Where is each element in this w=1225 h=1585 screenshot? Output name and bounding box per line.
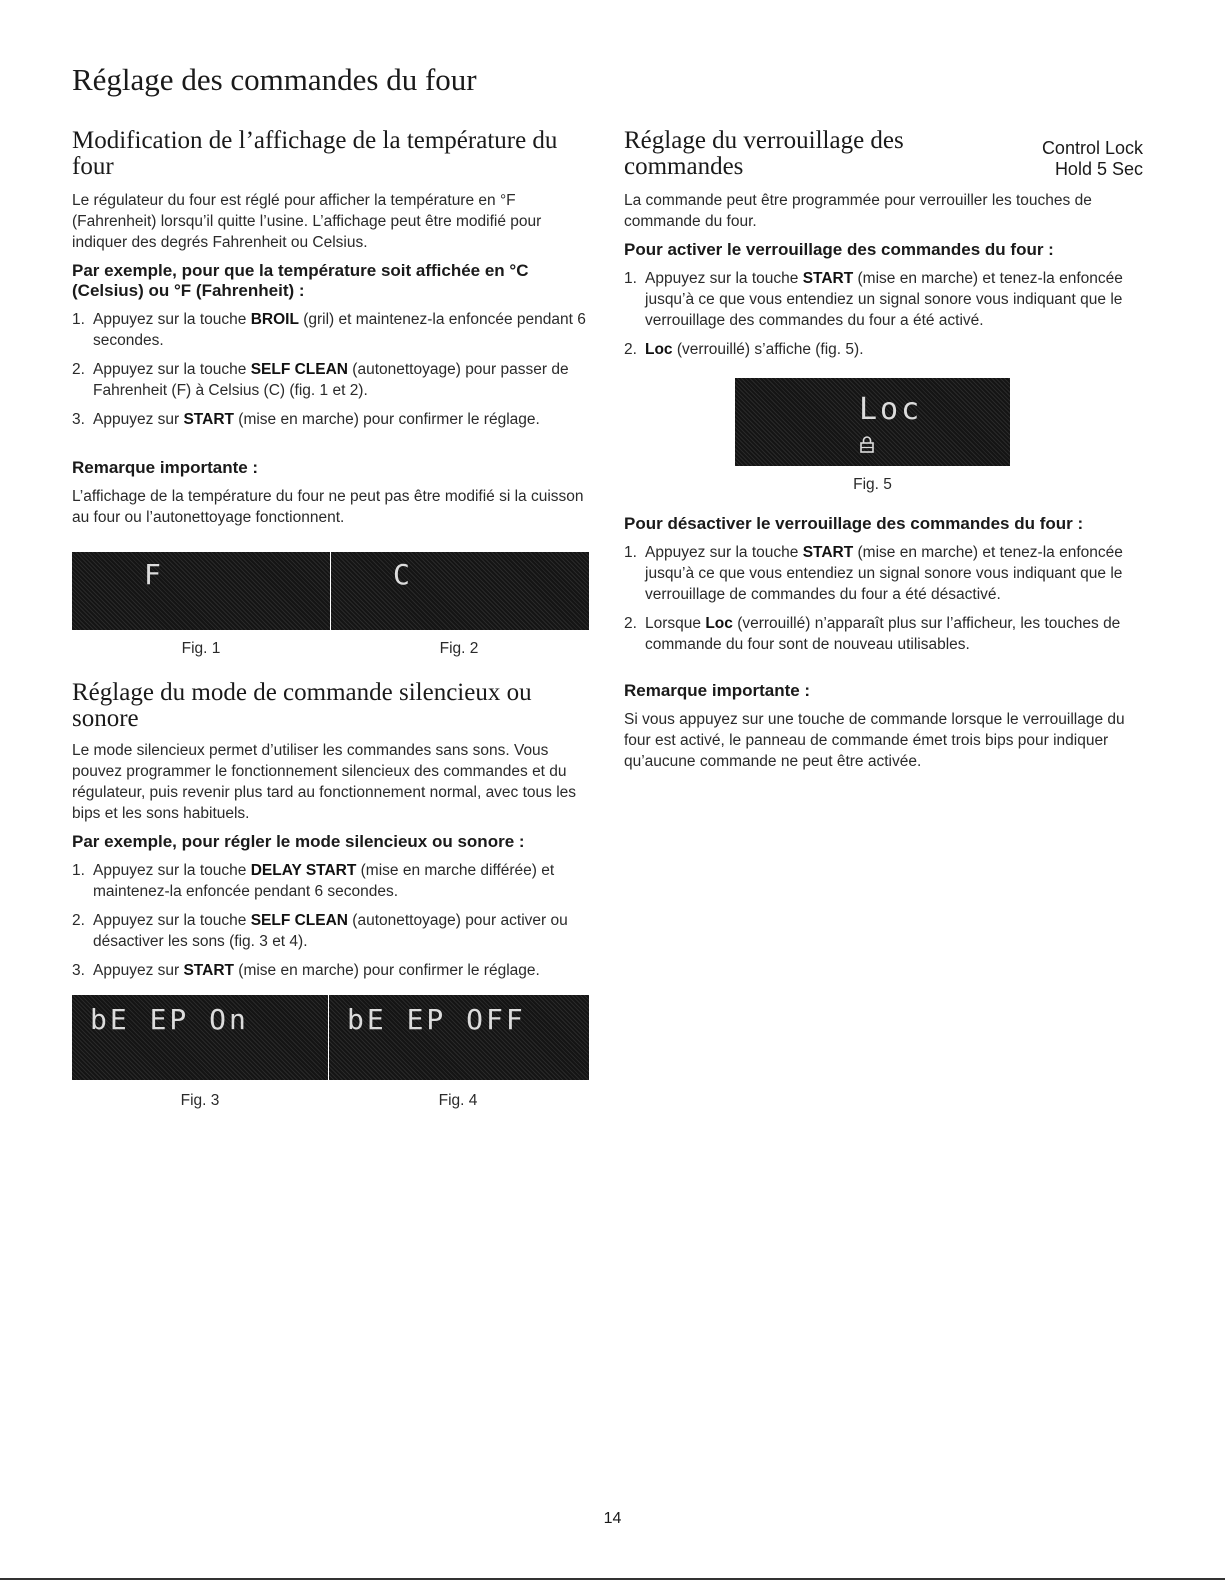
lcd-display-fig3 bbox=[72, 995, 328, 1080]
lcd-text-beep-on: bE EP On bbox=[90, 1003, 249, 1036]
lcd-text-beep-off: bE EP OFF bbox=[347, 1003, 526, 1036]
fig1-caption: Fig. 1 bbox=[181, 640, 221, 657]
note-text: L’affichage de la température du four ne peut pas être modifié si la cuisson au four ou l’autonettoyage fonctionnent. bbox=[72, 488, 584, 526]
figure-captions-3-4 bbox=[72, 1092, 589, 1110]
figure-row-sound bbox=[72, 995, 589, 1080]
steps-list bbox=[624, 268, 1149, 360]
note-heading: Remarque importante : bbox=[72, 458, 259, 477]
fig2-caption: Fig. 2 bbox=[439, 640, 479, 657]
control-lock-key-label bbox=[1042, 138, 1143, 180]
list-item: 2. Lorsque Loc (verrouillé) n’apparaît plus sur l’afficheur, les touches de commande du four sont de nouveau utilisables. bbox=[624, 615, 1121, 653]
section-title-silent-mode: Réglage du mode de commande silencieux ou sonore bbox=[72, 679, 532, 732]
activate-heading: Pour activer le verrouillage des commandes du four : bbox=[624, 240, 1054, 259]
section-intro: Le mode silencieux permet d’utiliser les commandes sans sons. Vous pouvez programmer le fonctionnement silencieux des commandes et du régulateur, puis revenir plus tard au fonctionnement normal, avec tous les bips et les sons habituels. bbox=[72, 742, 577, 822]
example-heading: Par exemple, pour que la température soit affichée en °C (Celsius) ou °F (Fahrenheit) : bbox=[72, 261, 529, 300]
section-header-control-lock bbox=[624, 128, 1149, 180]
fig4-caption: Fig. 4 bbox=[438, 1092, 478, 1109]
list-item: 2. Appuyez sur la touche SELF CLEAN (autonettoyage) pour passer de Fahrenheit (F) à Celsius (C) (fig. 1 et 2). bbox=[72, 361, 569, 399]
section-intro: La commande peut être programmée pour verrouiller les touches de commande du four. bbox=[624, 192, 1092, 230]
list-item: 2. Appuyez sur la touche SELF CLEAN (autonettoyage) pour activer ou désactiver les sons (fig. 3 et 4). bbox=[72, 912, 568, 950]
section-title-line1: Réglage du verrouillage des bbox=[624, 127, 904, 154]
list-item: 1. Appuyez sur la touche START (mise en marche) et tenez-la enfoncée jusqu’à ce que vous entendiez un signal sonore vous indiquant que le verrouillage de commandes du four a été désactivé. bbox=[624, 544, 1123, 603]
steps-list bbox=[72, 309, 592, 430]
list-item: 3. Appuyez sur START (mise en marche) pour confirmer le réglage. bbox=[72, 411, 540, 428]
section-title-temperature-display: Modification de l’affichage de la température du four bbox=[72, 127, 558, 180]
steps-list bbox=[624, 542, 1149, 655]
note-heading: Remarque importante : bbox=[624, 681, 811, 700]
right-column bbox=[624, 128, 1149, 778]
note-text: Si vous appuyez sur une touche de commande lorsque le verrouillage du four est activé, le panneau de commande émet trois bips pour indiquer qu’aucune commande ne peut être activée. bbox=[624, 711, 1125, 770]
figure-row-temperature bbox=[72, 552, 589, 630]
control-lock-label: Control Lock bbox=[1041, 138, 1143, 158]
padlock-icon bbox=[860, 436, 874, 457]
lcd-text-loc: Loc bbox=[859, 392, 923, 427]
list-item: 1. Appuyez sur la touche BROIL (gril) et maintenez-la enfoncée pendant 6 secondes. bbox=[72, 311, 586, 349]
list-item: 1. Appuyez sur la touche START (mise en marche) et tenez-la enfoncée jusqu’à ce que vous entendiez un signal sonore vous indiquant que le verrouillage des commandes du four a été activé. bbox=[624, 270, 1123, 329]
control-lock-hold-label: Hold 5 Sec bbox=[1054, 159, 1143, 179]
lcd-display-fig1 bbox=[72, 552, 330, 630]
bottom-rule bbox=[0, 1578, 1225, 1580]
deactivate-heading: Pour désactiver le verrouillage des commandes du four : bbox=[624, 514, 1084, 533]
page-number: 14 bbox=[603, 1510, 622, 1527]
list-item: 1. Appuyez sur la touche DELAY START (mise en marche différée) et maintenez-la enfoncée pendant 6 secondes. bbox=[72, 862, 555, 900]
left-column bbox=[72, 128, 592, 1110]
list-item: 3. Appuyez sur START (mise en marche) pour confirmer le réglage. bbox=[72, 962, 540, 979]
section-intro: Le régulateur du four est réglé pour afficher la température en °F (Fahrenheit) lorsqu’il quitte l’usine. L’affichage peut être modifié pour indiquer des degrés Fahrenheit ou Celsius. bbox=[72, 192, 542, 251]
steps-list bbox=[72, 860, 592, 981]
fig5-caption: Fig. 5 bbox=[853, 476, 892, 493]
lcd-text-fahrenheit: F bbox=[144, 558, 164, 591]
list-item: 2. Loc (verrouillé) s’affiche (fig. 5). bbox=[624, 341, 864, 358]
fig3-caption: Fig. 3 bbox=[180, 1092, 220, 1109]
section-title-line2: commandes bbox=[624, 153, 744, 180]
lcd-display-fig4 bbox=[329, 995, 589, 1080]
figure-captions-1-2 bbox=[72, 640, 589, 658]
page-title: Réglage des commandes du four bbox=[72, 62, 477, 97]
lcd-display-fig5 bbox=[735, 378, 1010, 466]
lcd-display-fig2 bbox=[331, 552, 589, 630]
example-heading: Par exemple, pour régler le mode silencieux ou sonore : bbox=[72, 832, 525, 851]
lcd-text-celsius: C bbox=[393, 558, 413, 591]
